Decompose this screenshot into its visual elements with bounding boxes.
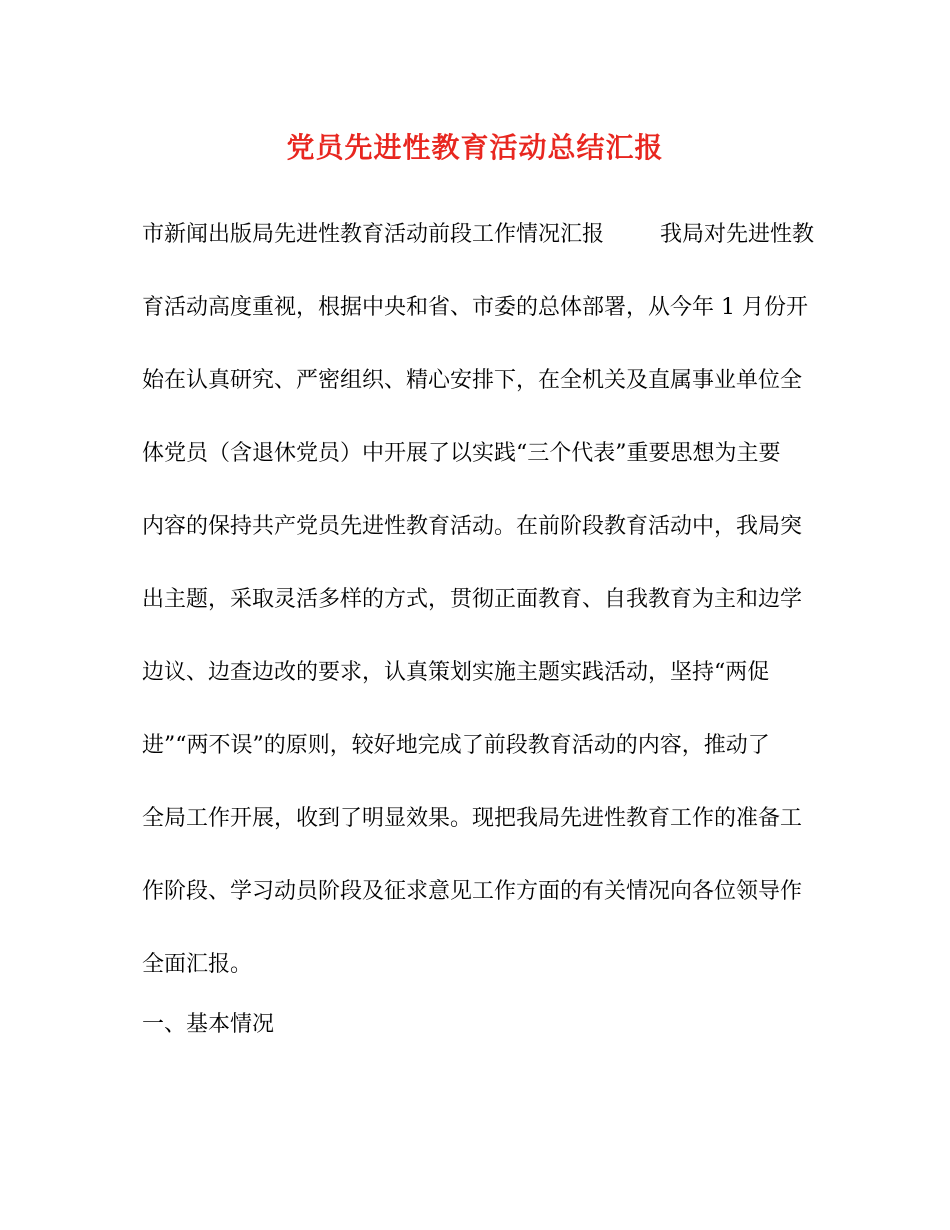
- paragraph-line: 育活动高度重视，根据中央和省、市委的总体部署，从今年 1 月份开: [142, 295, 808, 320]
- line-text: 市新闻出版局先进性教育活动前段工作情况汇报: [142, 222, 605, 247]
- paragraph-line: 出主题，采取灵活多样的方式，贯彻正面教育、自我教育为主和边学: [142, 587, 803, 612]
- paragraph-line: 全局工作开展，收到了明显效果。现把我局先进性教育工作的准备工: [142, 806, 803, 831]
- paragraph-line: 内容的保持共产党员先进性教育活动。在前阶段教育活动中，我局突: [142, 514, 803, 539]
- paragraph-line: 全面汇报。: [142, 952, 253, 977]
- paragraph-line: 边议、边查边改的要求，认真策划实施主题实践活动，坚持“两促: [142, 660, 770, 685]
- section-heading: 一、基本情况: [142, 1012, 275, 1037]
- paragraph-line: [142, 220, 815, 250]
- paragraph-line: 进”“两不误”的原则，较好地完成了前段教育活动的内容，推动了: [142, 733, 770, 758]
- line-text-continuation: 我局对先进性教: [660, 222, 815, 247]
- paragraph-line: 始在认真研究、严密组织、精心安排下，在全机关及直属事业单位全: [142, 368, 803, 393]
- paragraph-line: 作阶段、学习动员阶段及征求意见工作方面的有关情况向各位领导作: [142, 879, 803, 904]
- document-title: 党员先进性教育活动总结汇报: [286, 131, 664, 164]
- paragraph-line: 体党员（含退休党员）中开展了以实践“三个代表”重要思想为主要: [142, 441, 781, 466]
